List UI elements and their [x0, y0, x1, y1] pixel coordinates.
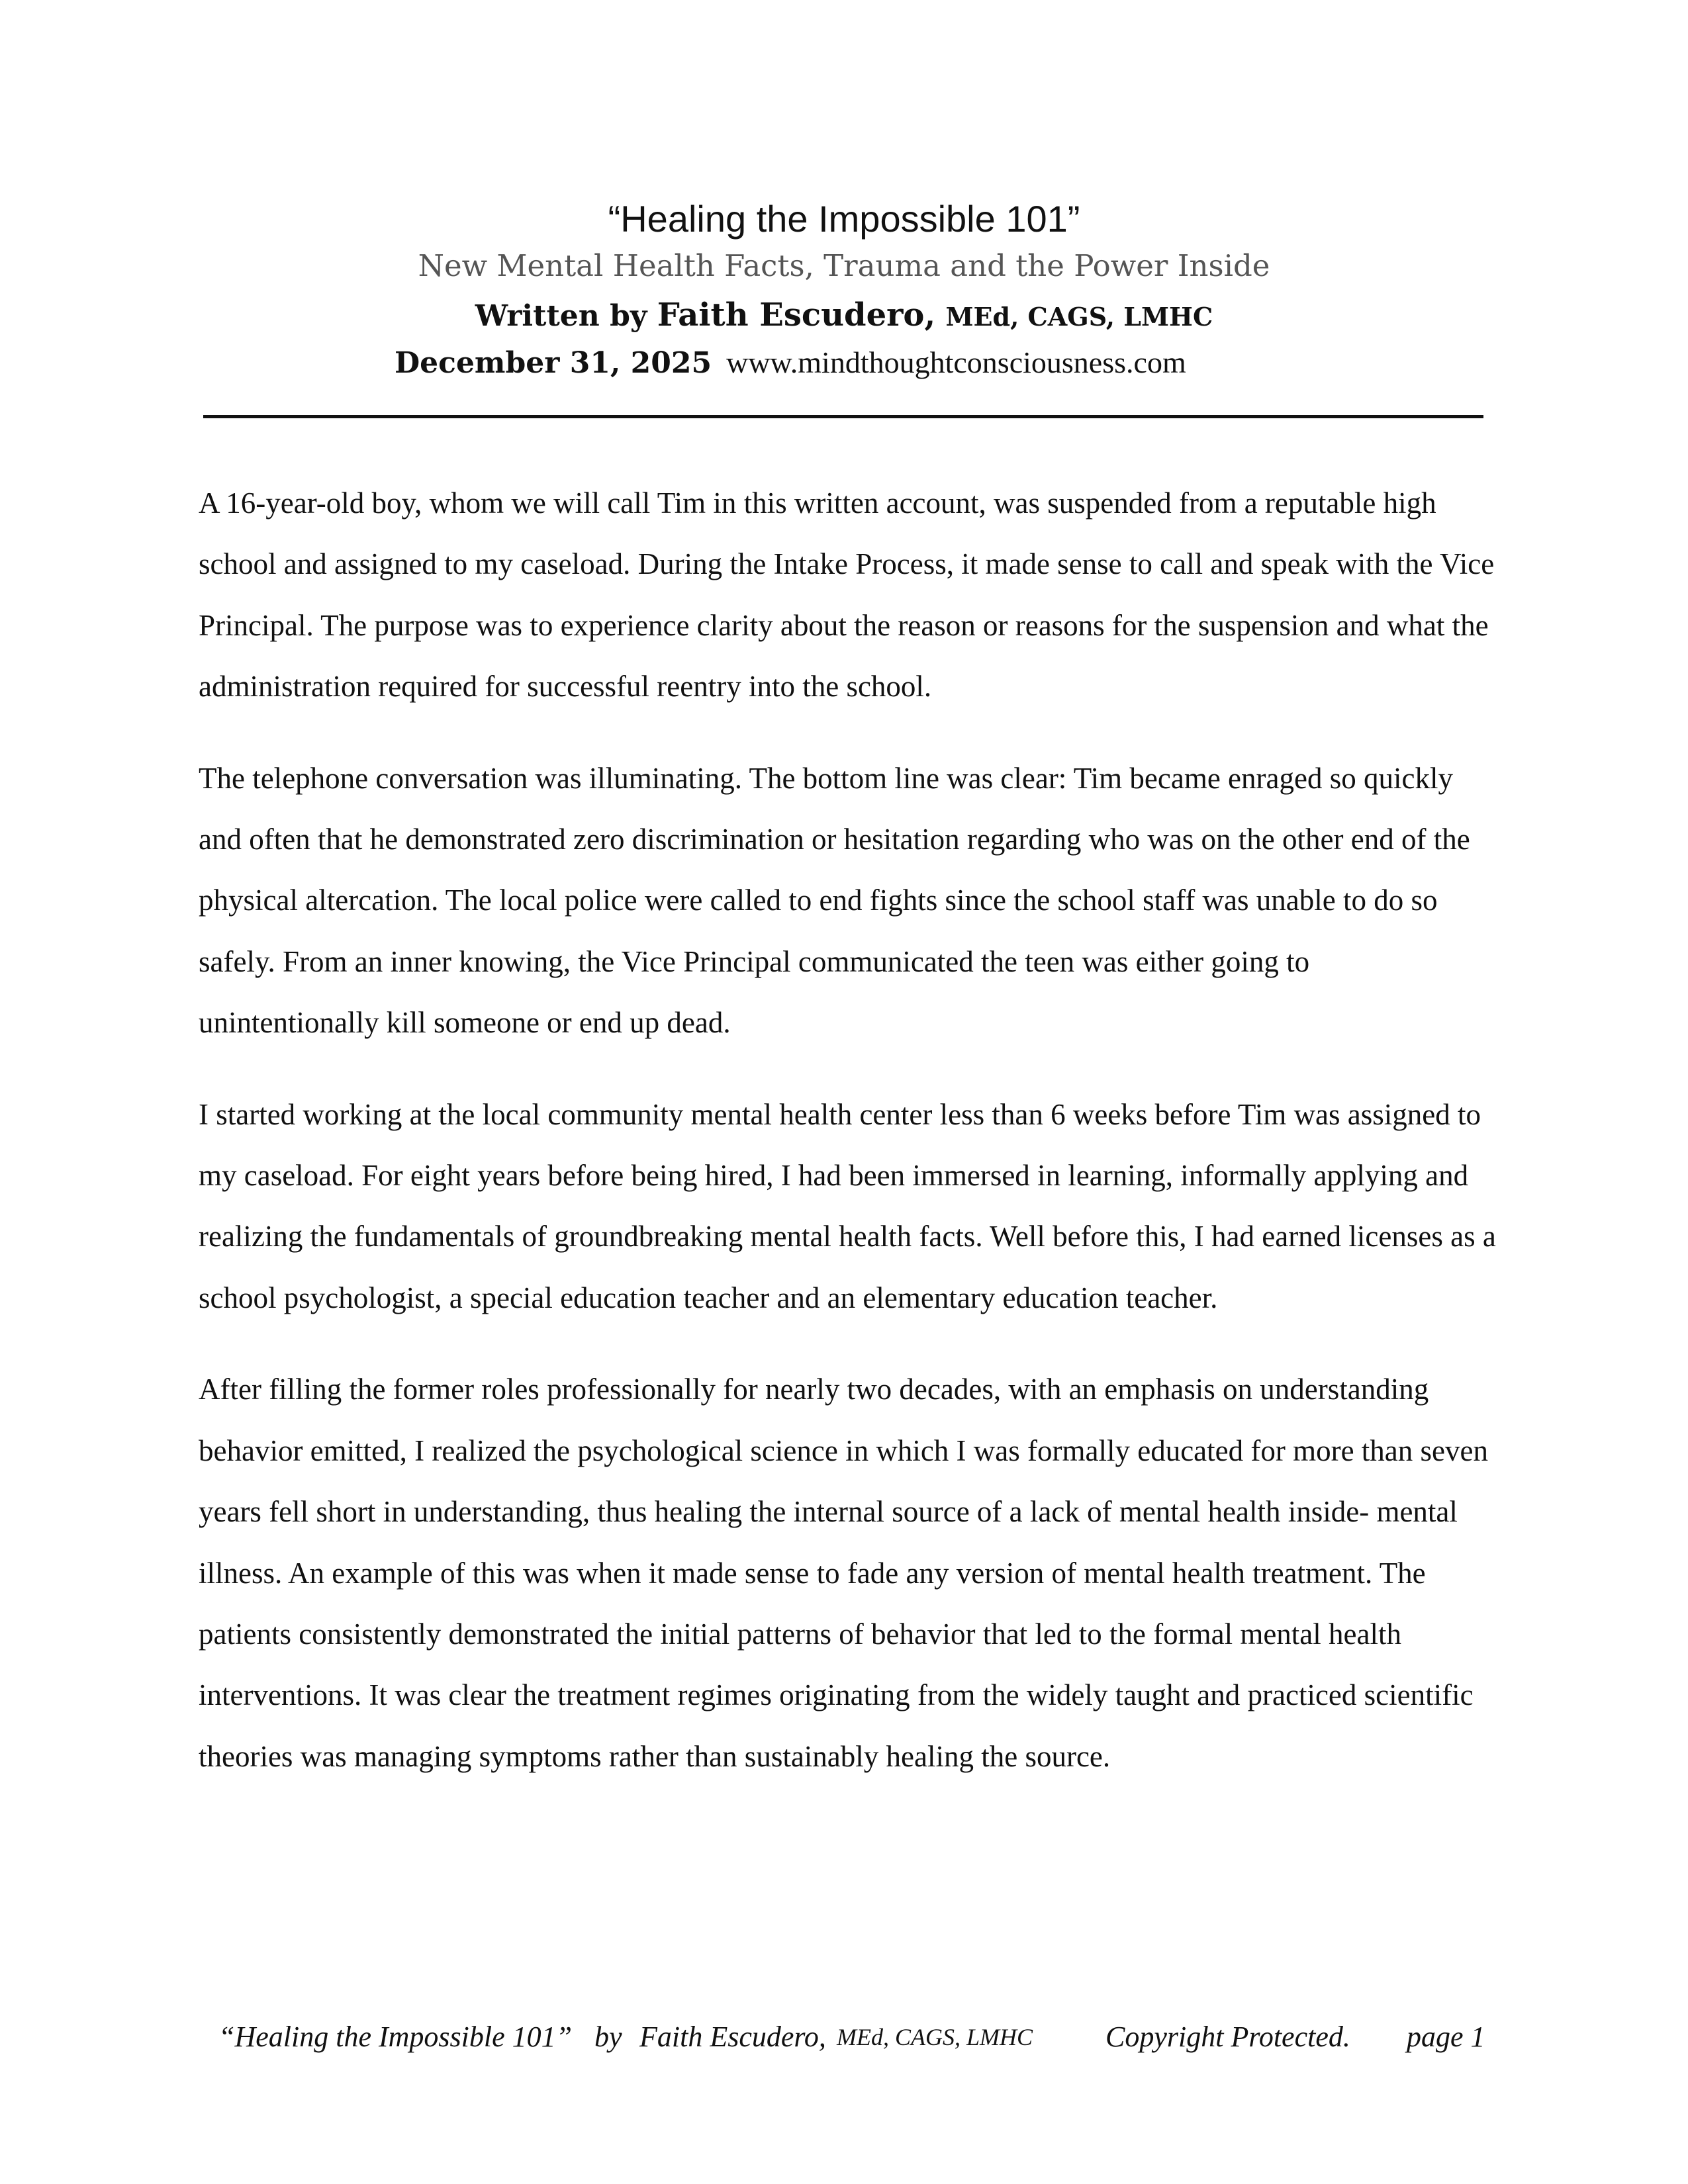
- footer-credentials: MEd, CAGS, LMHC: [837, 2024, 1033, 2050]
- document-body: [199, 473, 1496, 1817]
- footer-doc-title: “Healing the Impossible 101”: [218, 2021, 573, 2053]
- footer-by: by: [594, 2021, 622, 2053]
- footer-copyright: Copyright Protected.: [1105, 2021, 1350, 2053]
- document-title: “Healing the Impossible 101”: [608, 198, 1080, 240]
- body-paragraph-1: A 16-year-old boy, whom we will call Tim in this written account, was suspended from a reputable high school and assigned to my caseload. During the Intake Process, it made sense to call and speak with the Vice Principal. The purpose was to experience clarity about the reason or reasons for the suspension and what the administration required for successful reentry into the school.: [199, 486, 1495, 704]
- byline: [0, 295, 1688, 337]
- byline-prefix: Written by: [475, 299, 647, 333]
- dateline: [395, 343, 1186, 383]
- author-name: Faith Escudero,: [657, 296, 936, 334]
- publication-date: December 31, 2025: [395, 346, 712, 380]
- body-paragraph-4: After filling the former roles professionally for nearly two decades, with an emphasis on understanding behavior emitted, I realized the psychological science in which I was formally educated for more than seven years fell short in understanding, thus healing the internal source of a lack of mental health inside- mental illness. An example of this was when it made sense to fade any version of mental health treatment. The patients consistently demonstrated the initial patterns of behavior that led to the formal mental health interventions. It was clear the treatment regimes originating from the widely taught and practiced scientific theories was managing symptoms rather than sustainably healing the source.: [199, 1373, 1488, 1773]
- footer-author: Faith Escudero,: [639, 2021, 826, 2053]
- header-divider: [203, 415, 1483, 418]
- page-number: page 1: [1407, 2021, 1485, 2053]
- body-paragraph-3: I started working at the local community mental health center less than 6 weeks before Tim was assigned to my caseload. For eight years before being hired, I had been immersed in learning, informally applying and realizing the fundamentals of groundbreaking mental health facts. Well before this, I had earned licenses as a school psychologist, a special education teacher and an elementary education teacher.: [199, 1097, 1496, 1314]
- document-subtitle: New Mental Health Facts, Trauma and the Power Inside: [418, 248, 1270, 283]
- author-credentials: MEd, CAGS, LMHC: [945, 302, 1213, 332]
- body-paragraph-2: The telephone conversation was illuminating. The bottom line was clear: Tim became enraged so quickly and often that he demonstrated zero discrimination or hesitation regarding who was on the other end of the physical altercation. The local police were called to end fights since the school staff was unable to do so safely. From an inner knowing, the Vice Principal communicated the teen was either going to unintentionally kill someone or end up dead.: [199, 761, 1470, 1040]
- website-link[interactable]: www.mindthoughtconsciousness.com: [726, 345, 1186, 379]
